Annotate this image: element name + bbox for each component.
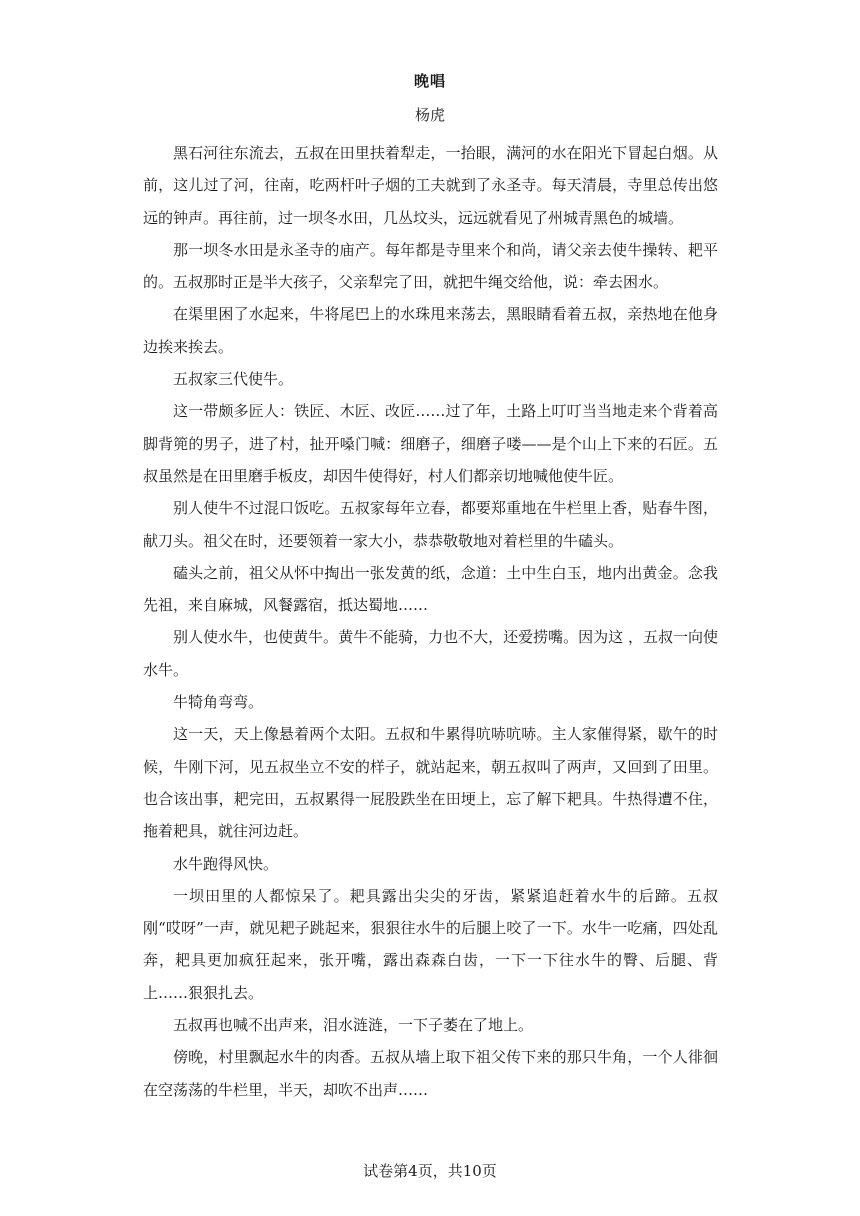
paragraph: 水牛跑得风快。	[173, 854, 279, 873]
paragraph: 黑石河往东流去，五叔在田里扶着犁走，一抬眼，满河的水在阳光下冒起白烟。从前，这儿过了河，往南，吃两杆叶子烟的工夫就到了永圣寺。每天清晨，寺里总传出悠远的钟声。再往前，过一坝冬水田，几丛坟头，远远就看见了州城青黑色的城墙。	[143, 144, 718, 227]
article-body	[143, 137, 718, 1106]
paragraph: 五叔家三代使牛。	[173, 370, 294, 389]
article-title: 晚唱	[413, 72, 446, 90]
paragraph: 别人使水牛，也使黄牛。黄牛不能骑，力也不大，还爱捞嘴。因为这 ，五叔一向使水牛。	[143, 628, 718, 679]
article-author: 杨虎	[414, 106, 445, 124]
paragraph: 五叔再也喊不出声来，泪水涟涟，一下子萎在了地上。	[173, 1016, 534, 1035]
paragraph: 一坝田里的人都惊呆了。耙具露出尖尖的牙齿，紧紧追赶着水牛的后蹄。五叔刚“哎呀”一声，就见耙子跳起来，狠狠往水牛的后腿上咬了一下。水牛一吃痛，四处乱奔，耙具更加疯狂起来，张开嘴，露出森森白齿，一下一下往水牛的臀、后腿、背上……狠狠扎去。	[143, 886, 718, 1002]
paragraph: 牛犄角弯弯。	[173, 693, 264, 712]
paragraph: 那一坝冬水田是永圣寺的庙产。每年都是寺里来个和尚，请父亲去使牛操转、耙平的。五叔那时正是半大孩子，父亲犁完了田，就把牛绳交给他，说：牵去困水。	[143, 240, 718, 292]
paragraph: 这一带颇多匠人：铁匠、木匠、改匠……过了年，土路上叮叮当当地走来个背着高脚背篼的男子，进了村，扯开嗓门喊：细磨子，细磨子喽——是个山上下来的石匠。五叔虽然是在田里磨手板皮，却因牛使得好，村人们都亲切地喊他使牛匠。	[143, 402, 718, 485]
paragraph: 别人使牛不过混口饭吃。五叔家每年立春，都要郑重地在牛栏里上香，贴春牛图，献刀头。祖父在时，还要领着一家大小，恭恭敬敬地对着栏里的牛磕头。	[143, 499, 718, 550]
paragraph: 这一天，天上像悬着两个太阳。五叔和牛累得吭哧吭哧。主人家催得紧，歇午的时候，牛刚下河，见五叔坐立不安的样子，就站起来，朝五叔叫了两声，又回到了田里。也合该出事，耙完田，五叔累得一屁股跌坐在田埂上，忘了解下耙具。牛热得遭不住，拖着耙具，就往河边赶。	[143, 725, 718, 841]
paragraph: 在渠里困了水起来，牛将尾巴上的水珠甩来荡去，黑眼睛看着五叔，亲热地在他身边挨来挨去。	[143, 305, 718, 356]
paragraph: 磕头之前，祖父从怀中掏出一张发黄的纸，念道：土中生白玉，地内出黄金。念我先祖，来自麻城，风餐露宿，抵达蜀地……	[143, 563, 718, 615]
paragraph: 傍晚，村里飘起水牛的肉香。五叔从墙上取下祖父传下来的那只牛角，一个人徘徊在空荡荡的牛栏里，半天，却吹不出声……	[143, 1048, 718, 1099]
page-footer: 试卷第4页，共10页	[363, 1162, 497, 1180]
